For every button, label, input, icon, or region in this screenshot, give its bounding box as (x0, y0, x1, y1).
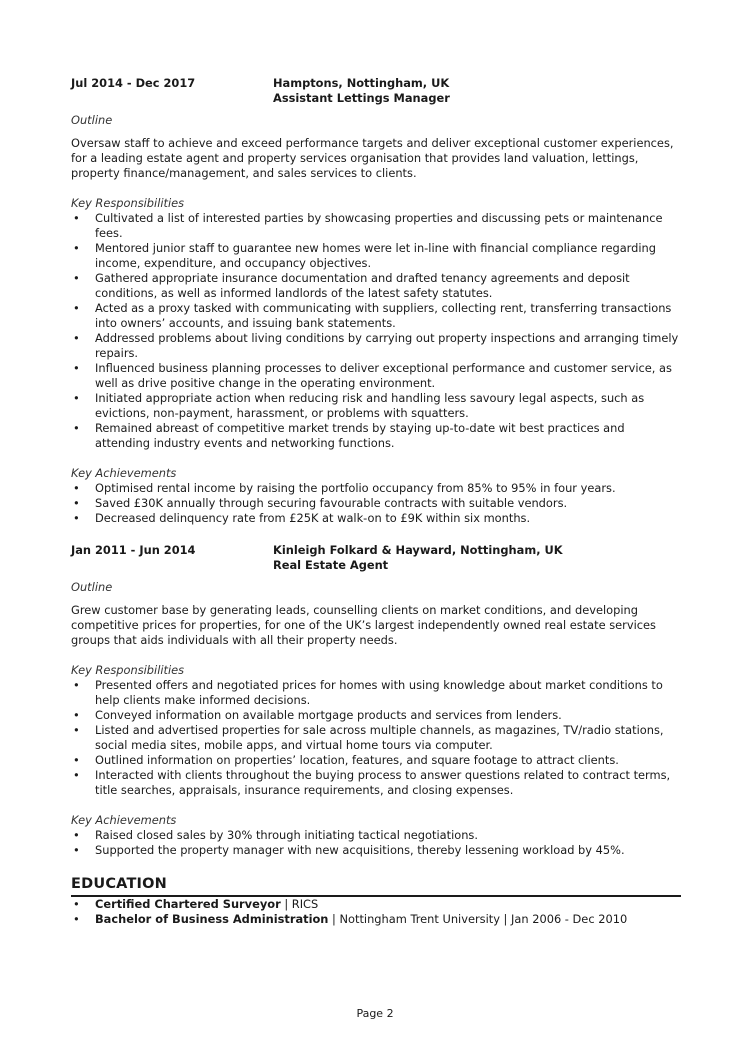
job-header (71, 543, 681, 573)
responsibilities-list (71, 211, 681, 451)
job-employer-block (273, 543, 681, 573)
outline-text: Grew customer base by generating leads, counselling clients on market conditions, and developing competitive prices for properties, for one of the UK’s largest independently owned real estate services groups that aids individuals with all their property needs. (71, 603, 656, 647)
list-item: • Gathered appropriate insurance documentation and drafted tenancy agreements and deposit conditions, as well as informed landlords of the latest safety statutes. (71, 271, 681, 301)
list-item: • Presented offers and negotiated prices for homes with using knowledge about market conditions to help clients make informed decisions. (71, 678, 681, 708)
section-heading: EDUCATION (71, 875, 681, 897)
education-list (71, 897, 681, 927)
list-item: • Decreased delinquency rate from £25K at walk-on to £9K within six months. (71, 511, 681, 526)
list-item (71, 912, 681, 927)
list-item: • Raised closed sales by 30% through initiating tactical negotiations. (71, 828, 681, 843)
list-item: • Mentored junior staff to guarantee new homes were let in-line with financial compliance regarding income, expenditure, and occupancy objectives. (71, 241, 681, 271)
outline-text: Oversaw staff to achieve and exceed performance targets and deliver exceptional customer experiences, for a leading estate agent and property services organisation that provides land valuation, lettings, property finance/management, and sales services to clients. (71, 136, 674, 180)
list-item: • Remained abreast of competitive market trends by staying up-to-date wit best practices and attending industry events and networking functions. (71, 421, 681, 451)
qualification-name: Certified Chartered Surveyor (95, 897, 281, 911)
achievements-list (71, 828, 681, 858)
list-item (71, 897, 681, 912)
qualification-details: | Nottingham Trent University | Jan 2006 - Dec 2010 (328, 912, 628, 926)
achievements-label: Key Achievements (71, 813, 177, 827)
job-header (71, 76, 681, 106)
list-item: • Listed and advertised properties for sale across multiple channels, as magazines, TV/radio stations, social media sites, mobile apps, and virtual home tours via computer. (71, 723, 681, 753)
job-title: Assistant Lettings Manager (273, 91, 450, 105)
responsibilities-label: Key Responsibilities (71, 663, 185, 677)
list-item: • Supported the property manager with new acquisitions, thereby lessening workload by 45%. (71, 843, 681, 858)
job-company: Hamptons, Nottingham, UK (273, 76, 450, 90)
resume-page (71, 76, 681, 927)
list-item: • Saved £30K annually through securing favourable contracts with suitable vendors. (71, 496, 681, 511)
job-entry (71, 543, 681, 858)
list-item: • Acted as a proxy tasked with communicating with suppliers, collecting rent, transferring transactions into owners’ accounts, and issuing bank statements. (71, 301, 681, 331)
list-item: • Outlined information on properties’ location, features, and square footage to attract clients. (71, 753, 681, 768)
list-item: • Cultivated a list of interested parties by showcasing properties and discussing pets or maintenance fees. (71, 211, 681, 241)
qualification-name: Bachelor of Business Administration (95, 912, 329, 926)
job-dates: Jul 2014 - Dec 2017 (71, 76, 196, 90)
responsibilities-list (71, 678, 681, 798)
list-item: • Optimised rental income by raising the portfolio occupancy from 85% to 95% in four years. (71, 481, 681, 496)
achievements-list (71, 481, 681, 526)
job-entry (71, 76, 681, 526)
list-item: • Influenced business planning processes to deliver exceptional performance and customer service, as well as drive positive change in the operating environment. (71, 361, 681, 391)
qualification-details: | RICS (280, 897, 319, 911)
outline-label: Outline (71, 580, 113, 594)
job-employer-block (273, 76, 681, 106)
education-section (71, 875, 681, 927)
page-number: Page 2 (356, 1007, 394, 1020)
list-item: • Conveyed information on available mortgage products and services from lenders. (71, 708, 681, 723)
outline-label: Outline (71, 113, 113, 127)
job-title: Real Estate Agent (273, 558, 389, 572)
responsibilities-label: Key Responsibilities (71, 196, 185, 210)
achievements-label: Key Achievements (71, 466, 177, 480)
job-company: Kinleigh Folkard & Hayward, Nottingham, UK (273, 543, 563, 557)
job-dates: Jan 2011 - Jun 2014 (71, 543, 196, 557)
list-item: • Initiated appropriate action when reducing risk and handling less savoury legal aspects, such as evictions, non-payment, harassment, or problems with squatters. (71, 391, 681, 421)
list-item: • Addressed problems about living conditions by carrying out property inspections and arranging timely repairs. (71, 331, 681, 361)
list-item: • Interacted with clients throughout the buying process to answer questions related to contract terms, title searches, appraisals, insurance requirements, and closing expenses. (71, 768, 681, 798)
